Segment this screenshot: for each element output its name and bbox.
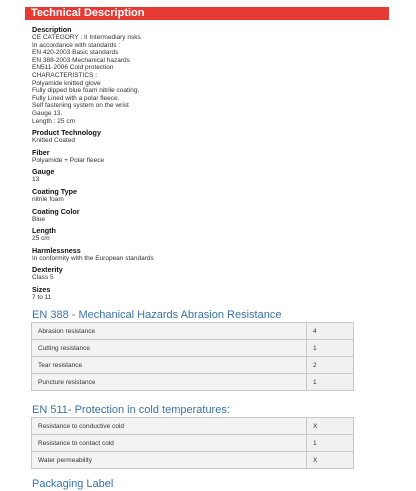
row-value: 1 — [307, 340, 354, 357]
spec-line: 7 to 11 — [32, 293, 52, 301]
row-value: 1 — [307, 435, 354, 452]
row-value: X — [307, 418, 354, 435]
table-row — [32, 435, 354, 452]
spec-list — [32, 25, 392, 304]
spec-line: Class 5 — [32, 274, 54, 282]
table-row — [32, 452, 354, 469]
spec-line: In conformity with the European standards — [32, 254, 154, 262]
spec-line: CE CATEGORY : II Intermediary risks — [32, 34, 141, 41]
en511-title: EN 511- Protection in cold temperatures: — [32, 404, 230, 416]
spec-block — [32, 167, 392, 184]
row-value: 1 — [307, 374, 354, 391]
row-label: Resistance to contact cold — [32, 435, 307, 452]
table-row — [32, 323, 354, 340]
spec-line: nitrile foam — [32, 195, 64, 203]
spec-line: In accordance with standards : — [32, 41, 121, 49]
section-header-title: Technical Description — [31, 7, 145, 19]
spec-block — [32, 207, 392, 224]
spec-line: EN 420-2003 Basic standards — [32, 49, 119, 57]
spec-title: Dexterity — [32, 265, 63, 275]
spec-title: Coating Color — [32, 206, 80, 216]
spec-title: Sizes — [32, 284, 51, 294]
row-label: Resistance to conductive cold — [32, 418, 307, 435]
spec-title: Product Technology — [32, 128, 101, 138]
en388-title: EN 388 - Mechanical Hazards Abrasion Resistance — [32, 309, 282, 321]
spec-line: EN511-2006 Cold protection — [32, 64, 114, 72]
spec-line: Gauge 13. — [32, 109, 63, 117]
spec-line: Fully Lined with a polar fleece. — [32, 94, 120, 102]
spec-line: EN 388-2003 Mechanical hazards — [32, 56, 130, 64]
row-label: Water permeability — [32, 452, 307, 469]
row-label: Tear resistance — [32, 357, 307, 374]
spec-line: Polyamide knitted glove — [32, 79, 101, 87]
spec-title: Description — [32, 25, 72, 34]
en388-table — [31, 322, 354, 391]
spec-line: Blue — [32, 215, 46, 223]
spec-block — [32, 285, 392, 302]
spec-block — [32, 246, 392, 263]
row-label: Abrasion resistance — [32, 323, 307, 340]
spec-title: Length — [32, 226, 56, 236]
table-row — [32, 340, 354, 357]
row-label: Puncture resistance — [32, 374, 307, 391]
row-value: 4 — [307, 323, 354, 340]
row-label: Cutting resistance — [32, 340, 307, 357]
spec-line: Polyamide + Polar fleece — [32, 156, 105, 164]
table-row — [32, 357, 354, 374]
spec-title: Coating Type — [32, 186, 77, 196]
spec-block — [32, 187, 392, 204]
spec-line: Self fastening system on the wrist — [32, 102, 129, 110]
spec-block — [32, 226, 392, 243]
packaging-label-title: Packaging Label — [32, 478, 114, 490]
table-row — [32, 374, 354, 391]
spec-title: Harmlessness — [32, 245, 81, 255]
row-value: X — [307, 452, 354, 469]
spec-line: Length : 25 cm — [32, 117, 75, 125]
spec-line: 13 — [32, 176, 40, 184]
en511-table — [31, 417, 354, 469]
spec-title: Gauge — [32, 167, 55, 177]
table-row — [32, 418, 354, 435]
spec-line: 25 cm — [32, 235, 50, 243]
spec-block — [32, 25, 392, 125]
spec-line: Knitted Coated — [32, 137, 76, 145]
section-header — [25, 7, 389, 20]
spec-line: CHARACTERISTICS : — [32, 71, 98, 79]
spec-block — [32, 148, 392, 165]
spec-title: Fiber — [32, 147, 50, 157]
spec-block — [32, 265, 392, 282]
spec-line: Fully dipped blue foam nitrile coating. — [32, 87, 140, 95]
row-value: 2 — [307, 357, 354, 374]
spec-block — [32, 128, 392, 145]
